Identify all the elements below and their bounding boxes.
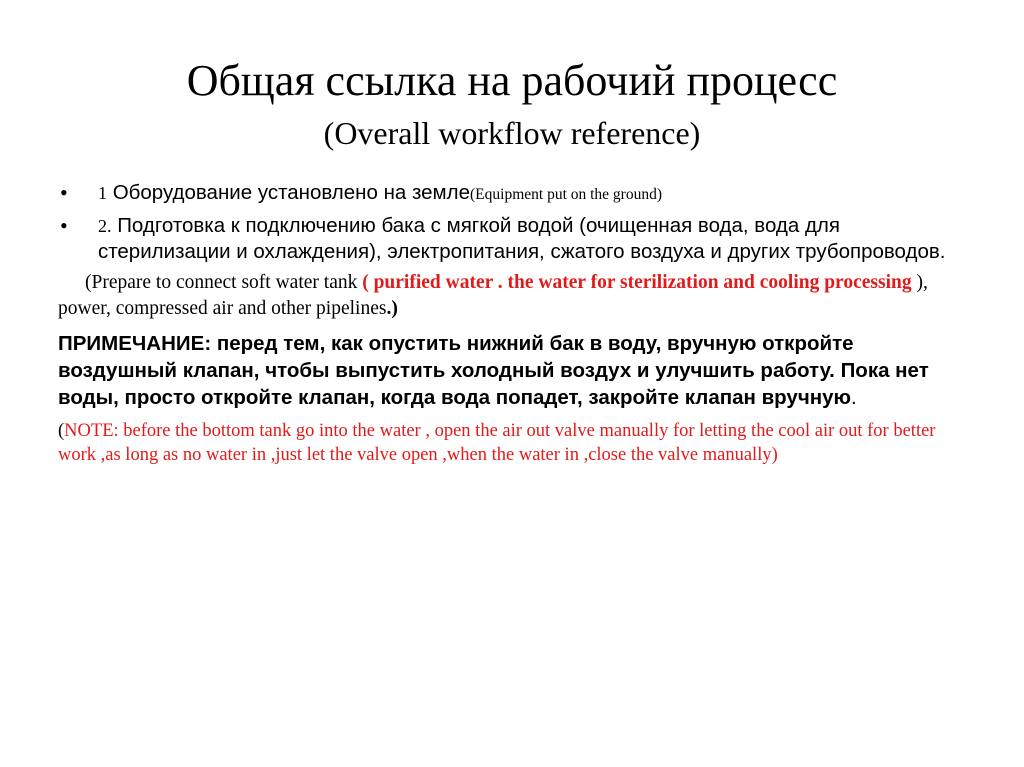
title-subtitle: (Overall workflow reference) <box>323 115 701 151</box>
bullet-item-2 <box>58 213 958 264</box>
prepare-highlight: ( purified water . the water for sterilization and cooling processing <box>362 272 917 293</box>
bullet-icon: • <box>60 180 68 205</box>
bullet-icon: • <box>60 213 68 238</box>
note-en-open-paren: ( <box>58 421 65 441</box>
bullet-number: 1 <box>98 183 107 203</box>
slide-title <box>0 52 1024 156</box>
bullet-text-ru: Оборудование установлено на земле <box>107 181 471 204</box>
prepare-paragraph <box>58 270 958 322</box>
bullet-item-1 <box>58 180 958 207</box>
note-en-text: NOTE: before the bottom tank go into the water , open the air out valve manually for letting the cool air out for better work ,as long as no water in ,just let the valve open ,when the water in ,close the valve manually) <box>58 421 936 465</box>
prepare-text-end: ), power, compressed air and other pipelines <box>58 272 928 319</box>
bullet-number: 2. <box>98 216 112 236</box>
note-ru-paragraph <box>58 330 958 411</box>
prepare-text: (Prepare to connect soft water tank <box>85 272 363 293</box>
slide-body <box>58 180 958 467</box>
note-en-paragraph <box>58 419 958 467</box>
prepare-close: .) <box>386 298 398 319</box>
title-main: Общая ссылка на рабочий процесс <box>186 56 838 105</box>
bullet-text-en: (Equipment put on the ground) <box>470 186 663 203</box>
note-ru-text: ПРИМЕЧАНИЕ: перед тем, как опустить нижний бак в воду, вручную откройте воздушный клапан, чтобы выпустить холодный воздух и улучшить работу. Пока нет воды, просто откройте клапан, когда вода попадет, закройте клапан вручную <box>58 332 929 409</box>
bullet-text-ru: Подготовка к подключению бака с мягкой водой (очищенная вода, вода для стерилизации и охлаждения), электропитания, сжатого воздуха и других трубопроводов. <box>98 214 946 263</box>
note-ru-tail: . <box>851 386 857 409</box>
